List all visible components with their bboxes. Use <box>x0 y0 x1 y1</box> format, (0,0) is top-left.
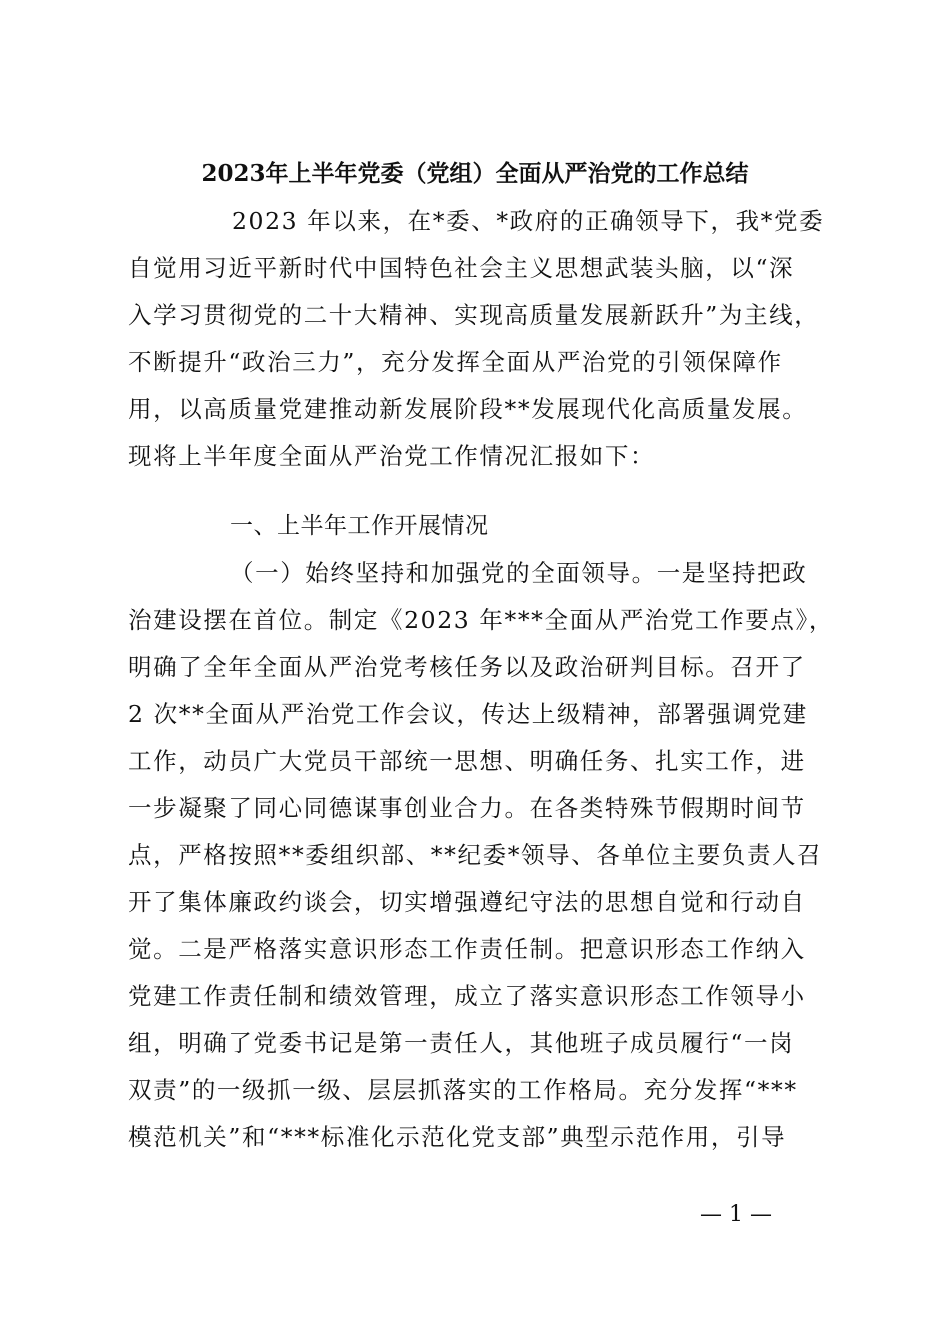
intro-line: 入学习贯彻党的二十大精神、实现高质量发展新跃升”为主线， <box>128 301 820 329</box>
body-line: 点，严格按照**委组织部、**纪委*领导、各单位主要负责人召 <box>128 841 823 869</box>
body-line: （一）始终坚持和加强党的全面领导。一是坚持把政 <box>230 559 808 587</box>
intro-line: 2023 年以来，在*委、*政府的正确领导下，我*党委 <box>232 207 825 235</box>
body-line: 党建工作责任制和绩效管理，成立了落实意识形态工作领导小 <box>128 982 806 1010</box>
intro-line: 用，以高质量党建推动新发展阶段**发展现代化高质量发展。 <box>128 395 808 423</box>
body-line: 一步凝聚了同心同德谋事创业合力。在各类特殊节假期时间节 <box>128 794 806 822</box>
body-line: 模范机关”和“***标准化示范化党支部”典型示范作用，引导 <box>128 1123 787 1151</box>
body-line: 2 次**全面从严治党工作会议，传达上级精神，部署强调党建 <box>128 700 808 728</box>
intro-line: 现将上半年度全面从严治党工作情况汇报如下： <box>128 442 656 470</box>
body-line: 明确了全年全面从严治党考核任务以及政治研判目标。召开了 <box>128 653 806 681</box>
body-line: 治建设摆在首位。制定《2023 年***全面从严治党工作要点》， <box>128 606 834 634</box>
body-line: 双责”的一级抓一级、层层抓落实的工作格局。充分发挥“*** <box>128 1076 798 1104</box>
body-line: 工作，动员广大党员干部统一思想、明确任务、扎实工作，进 <box>128 747 806 775</box>
document-title: 2023年上半年党委（党组）全面从严治党的工作总结 <box>201 160 749 187</box>
intro-line: 不断提升“政治三力”，充分发挥全面从严治党的引领保障作 <box>128 348 783 376</box>
section-heading: 一、上半年工作开展情况 <box>230 513 489 539</box>
body-line: 觉。二是严格落实意识形态工作责任制。把意识形态工作纳入 <box>128 935 806 963</box>
page-number: — 1 — <box>700 1202 772 1227</box>
body-line: 组，明确了党委书记是第一责任人，其他班子成员履行“一岗 <box>128 1029 795 1057</box>
body-line: 开了集体廉政约谈会，切实增强遵纪守法的思想自觉和行动自 <box>128 888 806 916</box>
intro-line: 自觉用习近平新时代中国特色社会主义思想武装头脑，以“深 <box>128 254 795 282</box>
